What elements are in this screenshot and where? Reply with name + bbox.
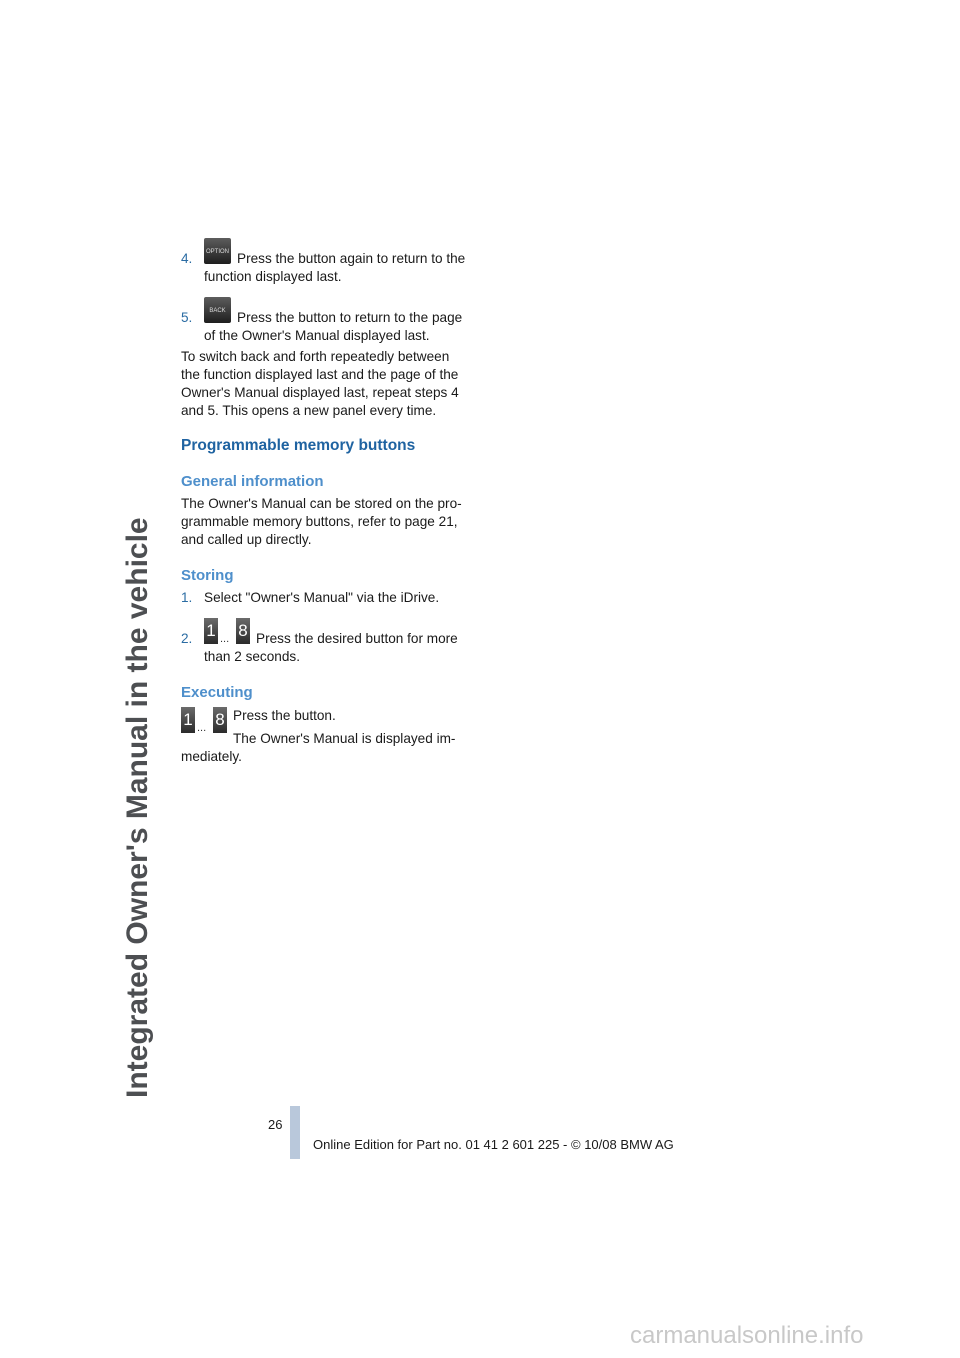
storing-step-2 [181, 621, 476, 666]
memory-buttons-icon [181, 707, 227, 735]
step-text: than 2 seconds. [204, 649, 300, 664]
page-number: 26 [268, 1117, 283, 1132]
executing-title: Executing [181, 684, 253, 701]
step-4 [181, 250, 476, 286]
watermark: carmanualsonline.info [630, 1322, 864, 1349]
executing-block [181, 707, 476, 766]
text-line: The Owner's Manual can be stored on the pro- [181, 496, 462, 511]
step-text: Press the button to return to the page [237, 310, 463, 325]
step-text: Press the desired button for more [256, 631, 458, 646]
text-line: the function displayed last and the page of the [181, 367, 459, 382]
storing-title: Storing [181, 567, 234, 584]
text-line: grammable memory buttons, refer to page 21, [181, 514, 458, 529]
footer-edition: Online Edition for Part no. 01 41 2 601 225 - © 10/08 BMW AG [313, 1137, 674, 1152]
back-button-icon: BACK [204, 297, 231, 323]
section-title: Programmable memory buttons [181, 437, 416, 454]
ellipsis: ... [197, 722, 207, 734]
memory-buttons-icon [204, 618, 250, 646]
footer-divider [290, 1106, 300, 1159]
ellipsis: ... [220, 633, 230, 645]
text-line: Owner's Manual displayed last, repeat steps 4 [181, 385, 459, 400]
switch-paragraph [181, 348, 476, 420]
option-button-icon: OPTION [204, 238, 231, 264]
memory-button-8-icon: 8 [236, 618, 250, 644]
general-information-title: General information [181, 473, 324, 490]
step-number: 4. [181, 251, 193, 266]
step-text: Select "Owner's Manual" via the iDrive. [204, 590, 440, 605]
memory-button-1-icon: 1 [181, 707, 195, 733]
storing-step-1 [181, 589, 476, 607]
step-number: 5. [181, 310, 193, 325]
step-text: Press the button again to return to the [237, 251, 466, 266]
memory-button-1-icon: 1 [204, 618, 218, 644]
general-paragraph [181, 495, 476, 549]
text-line: The Owner's Manual is displayed im- [233, 731, 456, 746]
step-5 [181, 309, 476, 345]
text-line: mediately. [181, 749, 242, 764]
step-text: of the Owner's Manual displayed last. [204, 328, 430, 343]
step-number: 1. [181, 590, 193, 605]
memory-button-8-icon: 8 [213, 707, 227, 733]
text-line: and 5. This opens a new panel every time. [181, 403, 437, 418]
step-text: function displayed last. [204, 269, 342, 284]
text-line: and called up directly. [181, 532, 312, 547]
step-number: 2. [181, 631, 193, 646]
text-line: Press the button. [233, 708, 336, 723]
side-chapter-title: Integrated Owner's Manual in the vehicle [121, 517, 154, 1098]
text-line: To switch back and forth repeatedly between [181, 349, 450, 364]
